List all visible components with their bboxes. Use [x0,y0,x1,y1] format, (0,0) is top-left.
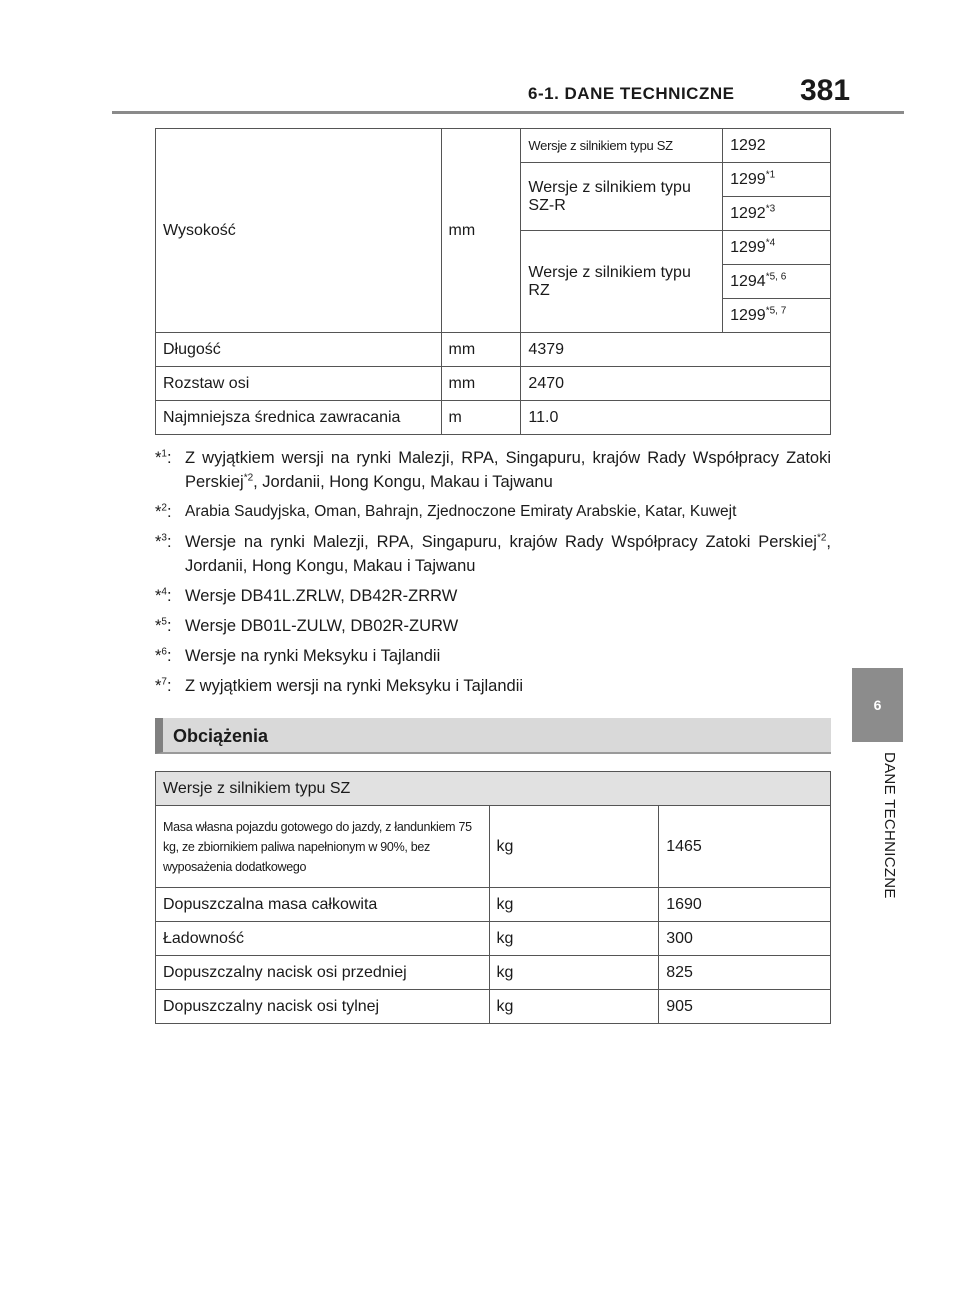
row-value: 1465 [659,806,831,888]
height-value: 1299$^{*5, 7}$ [723,299,831,333]
loads-table [155,771,831,1024]
height-sz-value: 1292 [723,129,831,163]
row-unit: mm [441,367,521,401]
row-unit: kg [489,990,659,1024]
row-value: 4379 [521,333,831,367]
row-unit: mm [441,333,521,367]
table-row [156,990,831,1024]
table-row [156,956,831,990]
footnote: *$^6$: Wersje na rynki Meksyku i Tajlandii [155,644,831,668]
footnote-mark: *$^5$: [155,616,172,635]
footnote: *$^7$: Z wyjątkiem wersji na rynki Meksyku i Tajlandii [155,674,831,698]
page-number: 381 [800,74,851,107]
dimensions-table [155,128,831,435]
loads-table-header: Wersje z silnikiem typu SZ [156,772,831,806]
row-value: 825 [659,956,831,990]
row-label: Długość [156,333,442,367]
row-label: Najmniejsza średnica zawracania [156,401,442,435]
table-row [156,888,831,922]
footnote-mark: *$^7$: [155,676,172,695]
row-unit: kg [489,956,659,990]
page-header [0,0,960,115]
row-label: Rozstaw osi [156,367,442,401]
footnote: *$^5$: Wersje DB01L-ZULW, DB02R-ZURW [155,614,831,638]
table-row [156,401,831,435]
row-unit: kg [489,888,659,922]
row-value: 1690 [659,888,831,922]
section-heading: Obciążenia [173,726,269,746]
row-value: 905 [659,990,831,1024]
row-unit: kg [489,922,659,956]
row-unit: m [441,401,521,435]
footnote-mark: *$^3$: [155,532,172,551]
chapter-tab: 6 [852,668,903,742]
footnote: *$^3$: Wersje na rynki Malezji, RPA, Singapuru, krajów Rady Współpracy Zatoki Perskiej$^{*2}$, Jordanii, Hong Kongu, Makau i Tajwanu [155,530,831,578]
footnote-mark: *$^2$: [155,502,172,521]
chapter-label: DANE TECHNICZNE [881,752,898,899]
table-row [156,922,831,956]
row-label: Dopuszczalna masa całkowita [156,888,490,922]
height-value: 1299$^{*4}$ [723,231,831,265]
footnote: *$^2$: Arabia Saudyjska, Oman, Bahrajn, Zjednoczone Emiraty Arabskie, Katar, Kuwejt [155,500,831,524]
section-title: 6-1. DANE TECHNICZNE [528,84,735,103]
footnote-mark: *$^4$: [155,586,172,605]
row-value: 2470 [521,367,831,401]
row-label: Masa własna pojazdu gotowego do jazdy, z łandunkiem 75 kg, ze zbiornikiem paliwa napełnionym w 90%, bez wyposażenia dodatkowego [156,806,490,888]
row-value: 11.0 [521,401,831,435]
footnote: *$^4$: Wersje DB41L.ZRLW, DB42R-ZRRW [155,584,831,608]
height-value: 1294$^{*5, 6}$ [723,265,831,299]
footnotes [155,446,831,704]
row-label: Ładowność [156,922,490,956]
height-value: 1292$^{*3}$ [723,197,831,231]
height-sz-label: Wersje z silnikiem typu SZ [521,129,723,163]
section-heading-bar [155,718,831,754]
row-unit: kg [489,806,659,888]
footnote-mark: *$^1$: [155,448,172,467]
table-row [156,367,831,401]
row-label: Dopuszczalny nacisk osi przedniej [156,956,490,990]
height-unit: mm [441,129,521,333]
footnote: *$^1$: Z wyjątkiem wersji na rynki Malezji, RPA, Singapuru, krajów Rady Współpracy Zatoki Perskiej$^{*2}$, Jordanii, Hong Kongu, Makau i Tajwanu [155,446,831,494]
height-rz-label: Wersje z silnikiem typu RZ [521,231,723,333]
header-divider [112,111,904,114]
row-label: Dopuszczalny nacisk osi tylnej [156,990,490,1024]
table-row [156,806,831,888]
height-szr-label: Wersje z silnikiem typu SZ-R [521,163,723,231]
height-value: 1299$^{*1}$ [723,163,831,197]
table-row [156,333,831,367]
height-label: Wysokość [156,129,442,333]
footnote-mark: *$^6$: [155,646,172,665]
row-value: 300 [659,922,831,956]
